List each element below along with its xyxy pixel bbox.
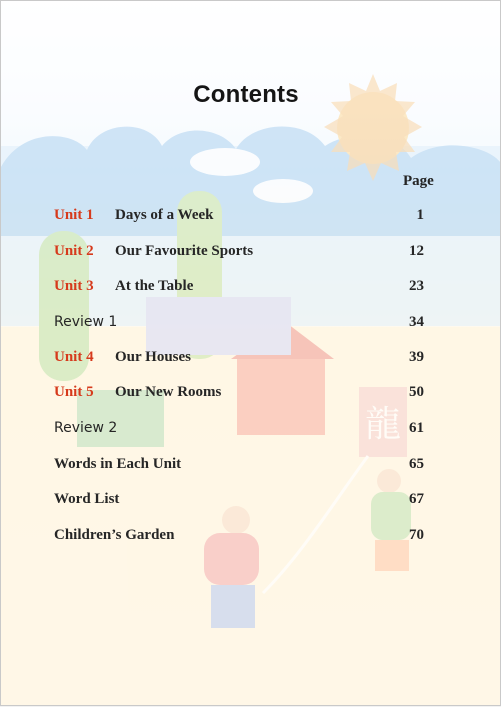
entry-title: Words in Each Unit xyxy=(54,456,182,472)
page-number: 65 xyxy=(409,456,424,472)
toc-entry-review-1[interactable] xyxy=(54,314,424,336)
page-number: 39 xyxy=(409,349,424,365)
toc-entry-childrens-garden[interactable] xyxy=(54,527,424,549)
toc-entry-unit-4[interactable] xyxy=(54,349,424,371)
page-number: 23 xyxy=(409,278,424,294)
entry-title: Review 2 xyxy=(54,420,118,436)
page-number: 61 xyxy=(409,420,424,436)
page-column-heading: Page xyxy=(403,173,434,189)
page-title: Contents xyxy=(193,81,299,108)
unit-label: Unit 4 xyxy=(54,349,94,365)
unit-label: Unit 2 xyxy=(54,243,94,259)
entry-title: At the Table xyxy=(115,278,194,294)
entry-title: Children’s Garden xyxy=(54,527,175,543)
unit-label: Unit 1 xyxy=(54,207,94,223)
entry-title: Our Favourite Sports xyxy=(115,243,254,259)
kite-character: 龍 xyxy=(364,404,402,445)
unit-label: Unit 3 xyxy=(54,278,94,294)
entry-title: Word List xyxy=(54,491,120,507)
toc-entry-words-in-each-unit[interactable] xyxy=(54,456,424,478)
toc-entry-word-list[interactable] xyxy=(54,491,424,513)
page-number: 70 xyxy=(409,527,424,543)
toc-entry-unit-2[interactable] xyxy=(54,243,424,265)
entry-title: Our Houses xyxy=(115,349,191,365)
page-number: 12 xyxy=(409,243,424,259)
page-number: 34 xyxy=(409,314,424,330)
toc-entry-unit-5[interactable] xyxy=(54,384,424,406)
toc-entry-unit-1[interactable] xyxy=(54,207,424,229)
page-number: 67 xyxy=(409,491,424,507)
entry-title: Days of a Week xyxy=(115,207,214,223)
toc-entry-review-2[interactable] xyxy=(54,420,424,442)
entry-title: Our New Rooms xyxy=(115,384,222,400)
unit-label: Unit 5 xyxy=(54,384,94,400)
entry-title: Review 1 xyxy=(54,314,118,330)
toc-entry-unit-3[interactable] xyxy=(54,278,424,300)
page-number: 50 xyxy=(409,384,424,400)
page-number: 1 xyxy=(416,207,424,223)
